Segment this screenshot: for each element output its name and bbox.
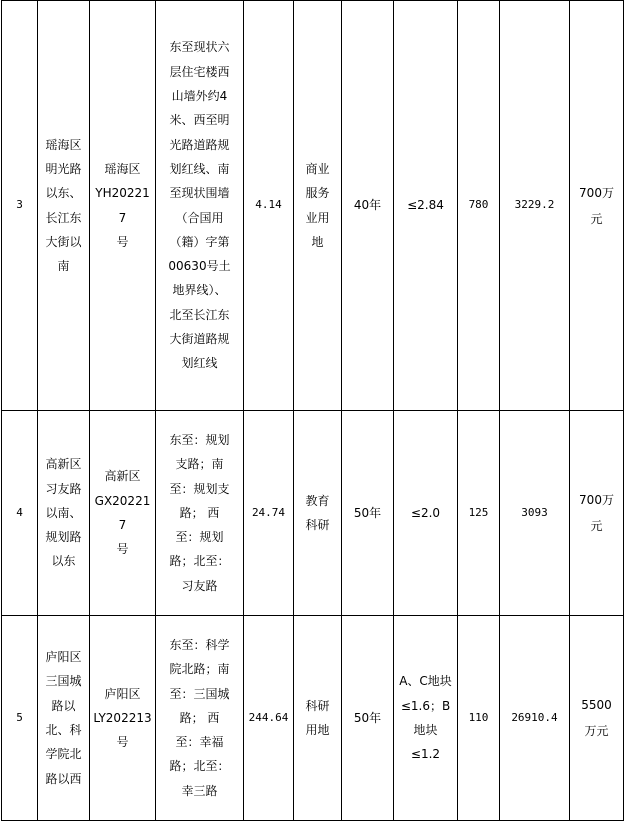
cell-line: LY202213 (93, 710, 152, 725)
cell-parcel-number (90, 411, 156, 616)
cell-line: 以南、 (45, 505, 82, 520)
cell-line: 科研 (305, 698, 330, 713)
cell-area: 244.64 (244, 616, 294, 821)
cell-land-use (294, 1, 342, 411)
cell-line: 地块 (413, 723, 438, 737)
cell-value-a: 125 (458, 411, 500, 616)
table-row (2, 411, 624, 616)
cell-term: 40年 (342, 1, 394, 411)
cell-line: 至：三国城 (169, 686, 230, 701)
cell-line: 院北路；南 (169, 662, 230, 677)
cell-line: 东至现状六 (169, 40, 230, 55)
cell-term: 50年 (342, 616, 394, 821)
cell-line: 规划路 (45, 530, 82, 545)
cell-value-a: 780 (458, 1, 500, 411)
cell-line: 米、西至明 (169, 113, 230, 128)
cell-line: 支路；南 (175, 457, 224, 472)
cell-index: 5 (2, 616, 38, 821)
cell-line: 700万 (579, 185, 614, 200)
cell-line: 教育 (305, 493, 330, 508)
cell-value-b: 3229.2 (500, 1, 570, 411)
cell-line: 路；北至： (169, 554, 230, 569)
cell-line: 号 (116, 542, 129, 557)
cell-line: 路以 (51, 698, 76, 713)
cell-line: 商业 (305, 161, 330, 176)
cell-term: 50年 (342, 411, 394, 616)
cell-line: 路； 西 (179, 710, 220, 725)
cell-line: 幸三路 (181, 783, 218, 798)
table-row (2, 1, 624, 411)
cell-line: 划红线、南 (169, 161, 230, 176)
cell-line: 号 (116, 735, 129, 750)
cell-price (570, 411, 624, 616)
cell-line: 东至：规划 (169, 432, 230, 447)
cell-line: 三国城 (45, 674, 82, 689)
cell-line: 高新区 (45, 457, 82, 472)
cell-line: 东至：科学 (169, 637, 230, 652)
cell-plot-ratio (394, 1, 458, 411)
cell-line: ≤1.2 (410, 747, 441, 762)
cell-line: 光路道路规 (169, 137, 230, 152)
cell-line: 瑶海区 (104, 161, 141, 176)
cell-value-b: 3093 (500, 411, 570, 616)
cell-line: 科研 (305, 518, 330, 532)
cell-line: ≤2.84 (407, 198, 444, 213)
cell-line: 服务 (305, 186, 330, 201)
cell-line: 大街以 (45, 234, 82, 249)
cell-index: 3 (2, 1, 38, 411)
cell-line: 号 (116, 234, 129, 249)
cell-line: 北、科 (45, 723, 82, 737)
land-parcel-table (1, 0, 624, 821)
cell-parcel-number (90, 1, 156, 411)
cell-line: 划红线 (181, 356, 218, 371)
cell-area: 24.74 (244, 411, 294, 616)
cell-line: 习友路 (181, 578, 218, 593)
cell-line: ≤2.0 (410, 505, 441, 520)
cell-line: 至：规划支 (169, 481, 230, 496)
cell-line: 大街道路规 (169, 331, 230, 346)
cell-boundary (156, 1, 244, 411)
cell-line: 习友路 (45, 481, 82, 496)
cell-line: 至：幸福 (175, 735, 224, 750)
cell-line: 路；北至： (169, 759, 230, 774)
cell-boundary (156, 411, 244, 616)
table-row (2, 616, 624, 821)
cell-land-use (294, 411, 342, 616)
cell-line: 学院北 (45, 747, 82, 762)
cell-line: 万元 (584, 724, 609, 738)
cell-plot-ratio (394, 411, 458, 616)
cell-line: ≤1.6；B (400, 698, 451, 713)
cell-line: 元 (590, 211, 603, 226)
cell-line: 北至长江东 (169, 307, 230, 322)
cell-line: 至现状围墙 (169, 186, 230, 201)
cell-line: 庐阳区 (104, 686, 141, 701)
cell-line: 业用 (305, 210, 330, 225)
cell-line: 路； 西 (179, 505, 220, 520)
cell-boundary (156, 616, 244, 821)
cell-line: 00630号土 (168, 259, 231, 274)
cell-line: 地界线）、 (172, 283, 227, 298)
cell-location (38, 411, 90, 616)
cell-line: （合国用 (175, 210, 224, 225)
cell-price (570, 616, 624, 821)
table-body (2, 1, 624, 821)
cell-land-use (294, 616, 342, 821)
cell-line: 路以西 (45, 771, 82, 786)
cell-price (570, 1, 624, 411)
cell-line: 至：规划 (175, 530, 224, 545)
cell-line: 地 (311, 234, 324, 249)
cell-line: （籍）字第 (169, 234, 230, 249)
cell-location (38, 1, 90, 411)
cell-line: 用地 (305, 723, 330, 737)
cell-line: 700万 (579, 493, 614, 507)
cell-index: 4 (2, 411, 38, 616)
cell-line: A、C地块 (399, 674, 452, 689)
cell-value-b: 26910.4 (500, 616, 570, 821)
cell-line: 5500 (581, 698, 612, 712)
cell-line: 元 (590, 519, 603, 533)
cell-line: GX202217 (94, 493, 151, 532)
cell-line: 长江东 (45, 210, 82, 225)
cell-line: 瑶海区 (45, 137, 82, 152)
cell-line: 山墙外约4 (171, 89, 228, 104)
cell-line: 南 (57, 259, 70, 274)
cell-location (38, 616, 90, 821)
cell-line: 以东 (51, 554, 76, 569)
cell-plot-ratio (394, 616, 458, 821)
cell-line: YH202217 (95, 186, 150, 225)
cell-line: 庐阳区 (45, 650, 82, 665)
cell-line: 以东、 (45, 186, 82, 201)
cell-line: 明光路 (45, 161, 82, 176)
cell-area: 4.14 (244, 1, 294, 411)
cell-parcel-number (90, 616, 156, 821)
cell-line: 高新区 (104, 469, 141, 484)
cell-value-a: 110 (458, 616, 500, 821)
cell-line: 层住宅楼西 (169, 64, 230, 79)
